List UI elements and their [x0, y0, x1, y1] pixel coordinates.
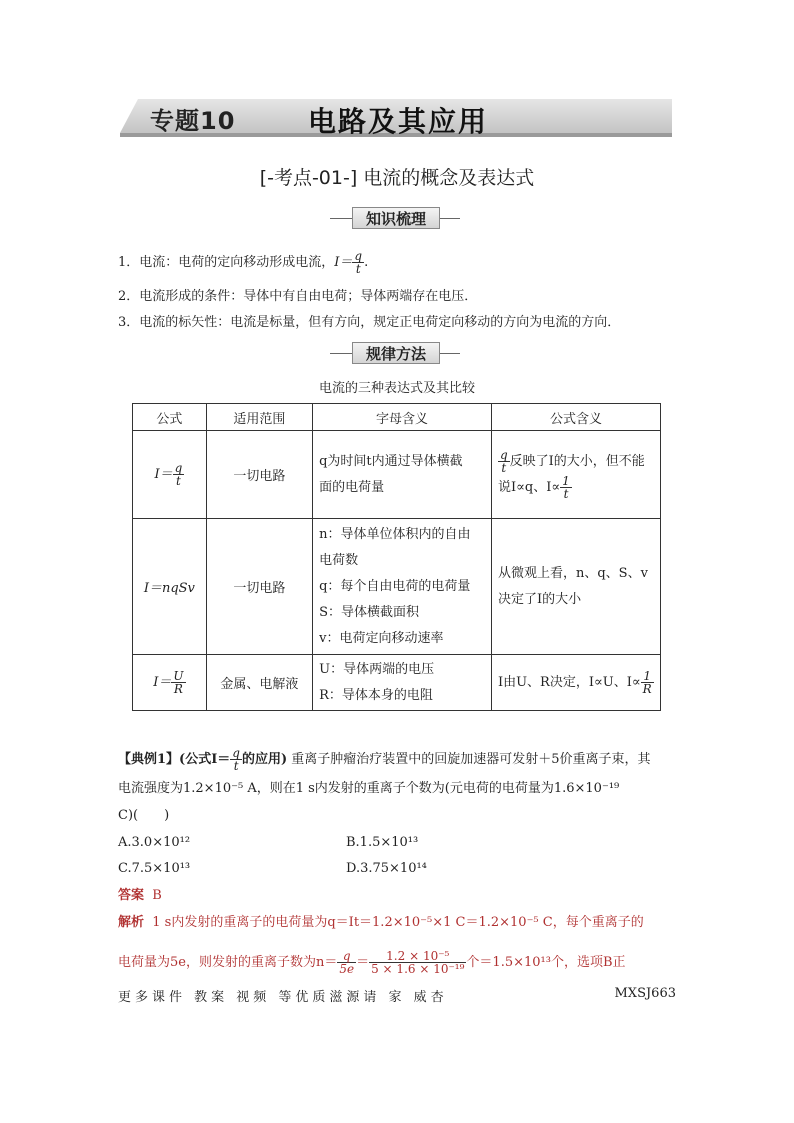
- table-header-row: [133, 404, 661, 431]
- significance-b-num: 1: [562, 473, 570, 488]
- formula-fraction: [173, 462, 185, 487]
- meaning-line: n：导体单位体积内的自由: [319, 526, 471, 542]
- option-c: C.7.5×10¹³: [118, 861, 191, 876]
- header-meaning: 字母含义: [313, 404, 492, 431]
- significance-fraction: [498, 449, 510, 474]
- knowledge-item-1: [118, 250, 368, 275]
- meaning-line: R：导体本身的电阻: [319, 687, 433, 703]
- analysis-text-1: 1 s内发射的重离子的电荷量为q＝It＝1.2×10⁻⁵×1 C＝1.2×10⁻⁵ C，每个重离子的: [152, 915, 644, 930]
- significance-cell: [491, 655, 660, 711]
- example-tag: 【典例1】: [118, 752, 180, 767]
- significance-fraction: [641, 670, 654, 695]
- significance-cell: [491, 519, 660, 655]
- example-line-3: C)( ): [118, 808, 170, 823]
- formula-fraction: [171, 670, 185, 695]
- item1-formula-lhs: I＝: [334, 255, 353, 270]
- formula-cell: [133, 431, 207, 519]
- chapter-label: 专题10: [150, 107, 236, 135]
- table-caption: 电流的三种表达式及其比较: [318, 381, 475, 396]
- example-paren-a: (公式I＝: [179, 752, 231, 767]
- formula-table: [132, 403, 661, 711]
- meaning-line: q为时间t内通过导体横截: [319, 453, 463, 469]
- meaning-cell: [313, 431, 492, 519]
- item1-prefix: 1．电流：电荷的定向移动形成电流，: [118, 255, 335, 270]
- analysis-text-2b: 个＝1.5×10¹³个，选项B正: [466, 955, 626, 970]
- meaning-line: U：导体两端的电压: [319, 661, 435, 677]
- meaning-line: q：每个自由电荷的电荷量: [319, 578, 471, 594]
- significance-line: [498, 670, 654, 696]
- formula-den: R: [173, 682, 183, 696]
- formula-den: t: [176, 474, 181, 488]
- method-tag-text: 规律方法: [365, 345, 426, 363]
- analysis-eq: ＝: [356, 955, 370, 970]
- analysis-fraction-1: [337, 950, 356, 975]
- meaning-line: v：电荷定向移动速率: [319, 630, 444, 646]
- analysis-label: 解析: [118, 915, 145, 930]
- example-num: q: [232, 746, 240, 760]
- significance-cell: [491, 431, 660, 519]
- formula-num: U: [173, 669, 184, 683]
- meaning-line: 电荷数: [319, 552, 359, 568]
- example-den: t: [233, 759, 239, 773]
- table-row: [133, 431, 661, 519]
- example-line-2: 电流强度为1.2×10⁻⁵ A，则在1 s内发射的重离子个数为(元电荷的电荷量为1.6×10⁻¹⁹: [118, 781, 620, 796]
- significance-line: [498, 449, 654, 475]
- significance-num: q: [499, 447, 508, 462]
- item1-den: t: [355, 262, 361, 276]
- significance-num: 1: [641, 670, 654, 683]
- significance-line: 从微观上看，n、q、S、v: [497, 565, 648, 581]
- answer-line: [118, 886, 162, 906]
- formula-lhs: I＝: [153, 675, 172, 690]
- knowledge-item-3: 3．电流的标矢性：电流是标量，但有方向，规定正电荷定向移动的方向为电流的方向．: [118, 315, 621, 330]
- item1-fraction: [352, 250, 364, 275]
- significance-den: t: [501, 460, 507, 475]
- chapter-banner: [120, 99, 672, 139]
- example-fraction: [230, 747, 242, 772]
- meaning-cell: [313, 655, 492, 711]
- formula-cell: I＝nqSv: [133, 519, 207, 655]
- significance-den: R: [642, 681, 652, 696]
- table-row: [133, 655, 661, 711]
- chapter-title: 电路及其应用: [308, 105, 489, 138]
- analysis-fraction-2: [369, 950, 466, 975]
- significance-b-den: t: [563, 486, 569, 501]
- header-scope: 适用范围: [206, 404, 312, 431]
- formula-lhs: I＝: [154, 467, 173, 482]
- analysis-num-1: q: [337, 950, 356, 963]
- scope-cell: 一切电路: [206, 519, 312, 655]
- significance-text-b: 说I∝q、I∝: [497, 479, 561, 495]
- analysis-den-1: 5e: [339, 962, 355, 976]
- page-footer: [118, 986, 676, 1005]
- formula-num: q: [174, 461, 183, 475]
- formula-cell: [133, 655, 207, 711]
- option-d: D.3.75×10¹⁴: [346, 861, 427, 876]
- example-paren-b: 的应用): [241, 752, 288, 767]
- knowledge-tag-text: 知识梳理: [365, 210, 426, 228]
- answer-value: B: [152, 888, 162, 903]
- answer-label: 答案: [118, 888, 145, 903]
- knowledge-item-2: 2．电流形成的条件：导体中有自由电荷；导体两端存在电压．: [118, 289, 478, 304]
- example-line-1: [118, 747, 651, 772]
- footer-left: 更多课件 教案 视频 等优质滋源请 家 威杏: [118, 990, 448, 1005]
- banner-notch: [120, 99, 138, 133]
- significance-text: I由U、R决定，I∝U、I∝: [497, 674, 641, 690]
- example-line1-rest: 重离子肿瘤治疗装置中的回旋加速器可发射＋5价重离子束，其: [287, 752, 651, 767]
- method-tag: [330, 342, 460, 364]
- section-subtitle: [-考点-01-] 电流的概念及表达式: [259, 167, 535, 189]
- analysis-text-2a: 电荷量为5e，则发射的重离子数为n＝: [118, 955, 338, 970]
- significance-line: 决定了I的大小: [497, 591, 582, 607]
- scope-cell: 一切电路: [206, 431, 312, 519]
- significance-line: [498, 475, 654, 501]
- option-b: B.1.5×10¹³: [346, 835, 419, 850]
- footer-right: MXSJ663: [614, 986, 676, 1001]
- knowledge-tag: [330, 207, 460, 229]
- scope-cell: 金属、电解液: [206, 655, 312, 711]
- header-significance: 公式含义: [491, 404, 660, 431]
- analysis-line-2: [118, 950, 626, 975]
- significance-text-a: 反映了I的大小，但不能: [509, 453, 645, 469]
- analysis-den-2: 5 × 1.6 × 10⁻¹⁹: [371, 962, 465, 976]
- meaning-line: 面的电荷量: [319, 479, 385, 495]
- item1-end: .: [364, 255, 369, 270]
- header-formula: 公式: [133, 404, 207, 431]
- meaning-cell: [313, 519, 492, 655]
- item1-num: q: [354, 249, 363, 263]
- analysis-line-1: [118, 913, 644, 933]
- analysis-num-2: 1.2 × 10⁻⁵: [369, 950, 466, 963]
- option-a: A.3.0×10¹²: [118, 835, 191, 850]
- table-row: [133, 519, 661, 655]
- significance-b-fraction: [560, 475, 572, 500]
- meaning-line: S：导体横截面积: [319, 604, 420, 620]
